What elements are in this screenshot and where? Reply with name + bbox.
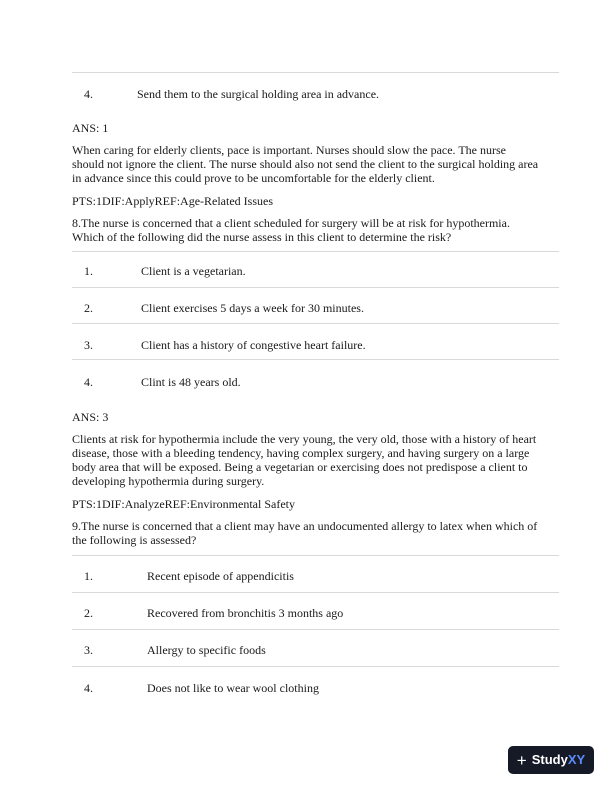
option-text: Client is a vegetarian.: [141, 264, 246, 278]
divider: [72, 72, 559, 73]
rationale-line: should not ignore the client. The nurse should also not send the client to the surgical holding area: [72, 157, 539, 171]
option-text: Does not like to wear wool clothing: [147, 681, 319, 695]
q9-stem: [72, 519, 542, 547]
rationale-line: developing hypothermia during surgery.: [72, 474, 265, 488]
option-number: 2.: [84, 606, 93, 620]
stem-line: 9.The nurse is concerned that a client may have an undocumented allergy to latex when which of: [72, 519, 538, 533]
option-number: 1.: [84, 569, 93, 583]
studyxy-badge[interactable]: [508, 746, 594, 774]
q7-option-4: [72, 87, 559, 101]
option-number: 4.: [84, 87, 93, 101]
divider: [72, 629, 559, 630]
option-number: 3.: [84, 338, 93, 352]
q9-option-3: [72, 643, 559, 657]
stem-line: 8.The nurse is concerned that a client scheduled for surgery will be at risk for hypothermia.: [72, 216, 510, 230]
q8-option-1: [72, 264, 559, 278]
divider: [72, 592, 559, 593]
brand-main: Study: [531, 752, 568, 767]
divider: [72, 666, 559, 667]
divider: [72, 555, 559, 556]
q7-rationale: [72, 143, 542, 185]
option-text: Send them to the surgical holding area in advance.: [137, 87, 380, 101]
option-text: Allergy to specific foods: [147, 643, 266, 657]
q7-meta: PTS:1DIF:ApplyREF:Age-Related Issues: [72, 194, 273, 208]
rationale-line: in advance since this could prove to be uncomfortable for the elderly client.: [72, 171, 435, 185]
q9-option-4: [72, 681, 559, 695]
option-number: 3.: [84, 643, 93, 657]
stem-line: Which of the following did the nurse assess in this client to determine the risk?: [72, 230, 452, 244]
stem-line: the following is assessed?: [72, 533, 197, 547]
divider: [72, 359, 559, 360]
q9-option-1: [72, 569, 559, 583]
option-text: Client exercises 5 days a week for 30 minutes.: [141, 301, 364, 315]
q9-option-2: [72, 606, 559, 620]
option-text: Clint is 48 years old.: [141, 375, 241, 389]
brand-accent: XY: [567, 752, 586, 767]
option-text: Recent episode of appendicitis: [147, 569, 294, 583]
q8-meta: PTS:1DIF:AnalyzeREF:Environmental Safety: [72, 497, 295, 511]
plus-icon: +: [516, 750, 527, 770]
brand-name: [532, 753, 585, 767]
q8-answer: ANS: 3: [72, 410, 109, 424]
q8-rationale: [72, 432, 542, 488]
q7-answer: ANS: 1: [72, 121, 109, 135]
option-number: 4.: [84, 681, 93, 695]
rationale-line: Clients at risk for hypothermia include the very young, the very old, those with a history of heart: [72, 432, 537, 446]
q8-option-2: [72, 301, 559, 315]
option-number: 2.: [84, 301, 93, 315]
q8-option-3: [72, 338, 559, 352]
divider: [72, 323, 559, 324]
rationale-line: When caring for elderly clients, pace is important. Nurses should slow the pace. The nurse: [72, 143, 506, 157]
option-text: Recovered from bronchitis 3 months ago: [147, 606, 344, 620]
option-number: 4.: [84, 375, 93, 389]
rationale-line: disease, those with a bleeding tendency, having complex surgery, and having surgery on a large: [72, 446, 530, 460]
rationale-line: body area that will be exposed. Being a vegetarian or exercising does not predispose a client to: [72, 460, 528, 474]
divider: [72, 287, 559, 288]
q8-stem: [72, 216, 542, 244]
divider: [72, 251, 559, 252]
q8-option-4: [72, 375, 559, 389]
option-text: Client has a history of congestive heart failure.: [141, 338, 366, 352]
option-number: 1.: [84, 264, 93, 278]
